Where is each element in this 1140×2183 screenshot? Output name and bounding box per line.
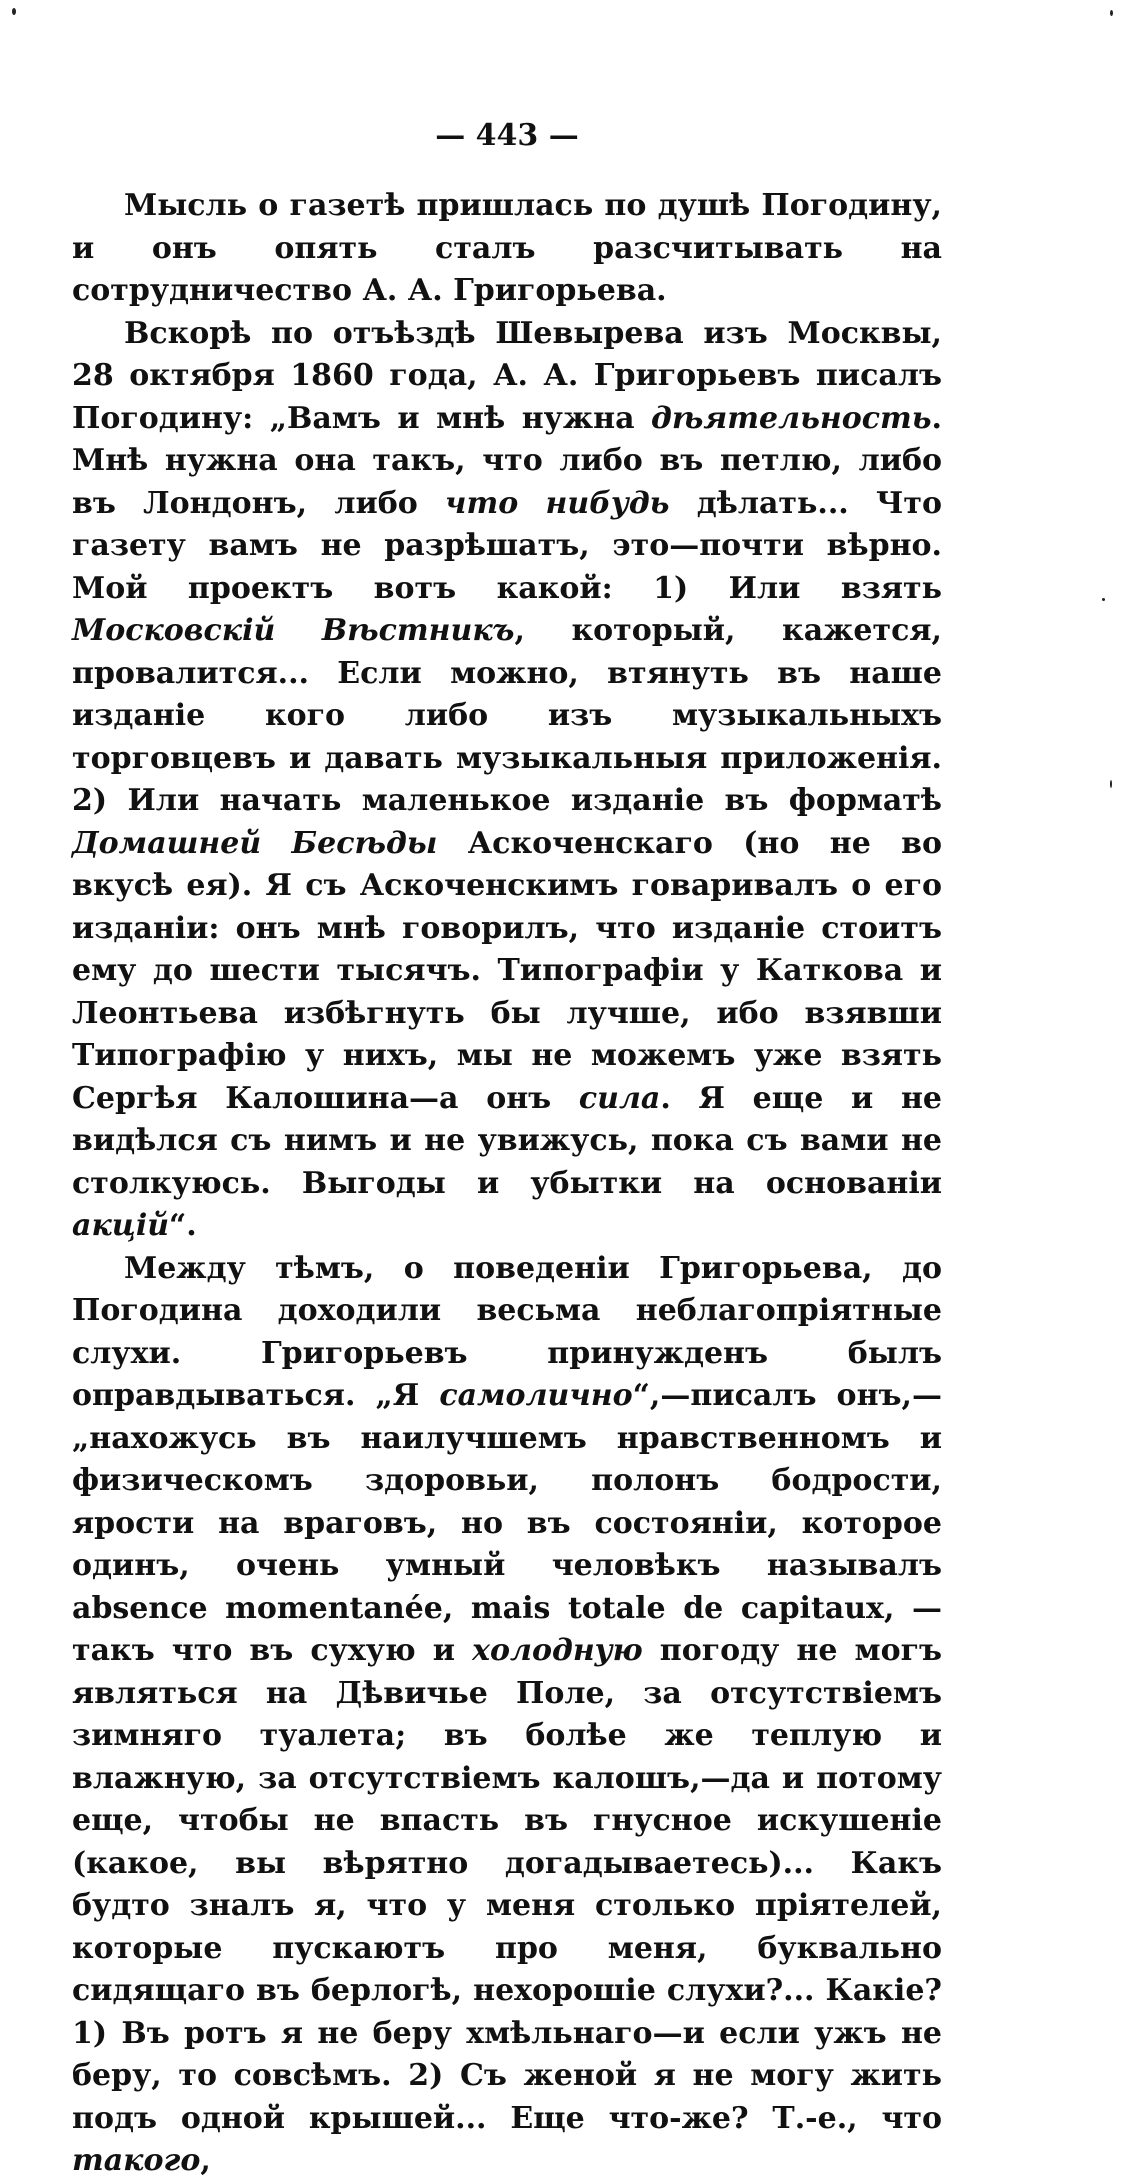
text-run: , который, кажется, провалится... Если можно, втянуть въ наше изданіе кого либо изъ музыкальныхъ торговцевъ и давать музыкальныя приложенія. 2) Или начать маленькое изданіе въ форматѣ [72, 613, 942, 818]
italic-text: что нибудь [445, 485, 670, 521]
text-run: дѣлать... Что газету вамъ не разрѣшатъ, это—почти вѣрно. Мой проектъ вотъ какой: 1) Или взять [72, 485, 942, 606]
scan-speck [1102, 598, 1105, 601]
italic-text: акцій [72, 1208, 170, 1243]
italic-text: Домашней Бесѣды [72, 825, 438, 861]
paragraph [72, 1248, 942, 2183]
text-run: Мысль о газетѣ пришлась по душѣ Погодину, и онъ опять сталъ разсчитывать на сотрудничество А. А. Григорьева. [72, 188, 942, 308]
italic-text: сила [578, 1080, 661, 1116]
text-run: “. [169, 1208, 197, 1243]
text-run: . Я еще и не видѣлся съ нимъ и не увижусь, пока съ вами не столкуюсь. Выгоды и убытки на основаніи [72, 1080, 943, 1201]
scan-speck [1110, 10, 1113, 16]
scan-speck [1110, 780, 1112, 788]
page-number: — 443 — [435, 118, 579, 153]
scan-speck [12, 8, 16, 15]
body-text [72, 185, 942, 2183]
text-run: Аскоченскаго (но не во вкусѣ ея). Я съ Аскоченскимъ говаривалъ о его изданіи: онъ мнѣ говорилъ, что изданіе стоитъ ему до шести тысячъ. Типографіи у Каткова и Леонтьева избѣгнуть бы лучше, ибо взявши Типографію у нихъ, мы не можемъ уже взять Сергѣя Калошина—а онъ [72, 825, 943, 1116]
italic-text: самолично [439, 1378, 633, 1413]
text-run: Между тѣмъ, о поведеніи Григорьева, до Погодина доходили весьма неблагопріятные слухи. Григорьевъ принужденъ былъ оправдываться. „Я [72, 1250, 942, 1413]
text-run: Вскорѣ по отъѣздѣ Шевырева изъ Москвы, 28 октября 1860 года, А. А. Григорьевъ писалъ Погодину: „Вамъ и мнѣ нужна [72, 315, 942, 436]
paragraph [72, 185, 942, 313]
italic-text: дѣятельность [651, 400, 932, 436]
paragraph [72, 313, 942, 1248]
text-run: , [200, 2143, 211, 2178]
italic-text: холодную [472, 1633, 643, 1668]
italic-text: Московскій Вѣстникъ [72, 613, 515, 648]
text-run: “,—писалъ онъ,—„нахожусь въ наилучшемъ нравственномъ и физическомъ здоровьи, полонъ бодрости, ярости на враговъ, но въ состояніи, которое одинъ, очень умный человѣкъ называлъ absence momentanée, mais totale de capitaux, — такъ что въ сухую и [72, 1378, 942, 1668]
italic-text: такого [72, 2143, 201, 2178]
text-run: . Мнѣ нужна она такъ, что либо въ петлю, либо въ Лондонъ, либо [72, 400, 942, 521]
text-run: погоду не могъ являться на Дѣвичье Поле, за отсутствіемъ зимняго туалета; въ болѣе же теплую и влажную, за отсутствіемъ калошъ,—да и потому еще, чтобы не впасть въ гнусное искушеніе (какое, вы вѣрятно догадываетесь)... Какъ будто зналъ я, что у меня столько пріятелей, которые пускаютъ про меня, буквально сидящаго въ берлогѣ, нехорошіе слухи?... Какіе? 1) Въ ротъ я не беру хмѣльнаго—и если ужъ не беру, то совсѣмъ. 2) Съ женой я не могу жить подъ одной крышей... Еще что-же? Т.-е., что [72, 1633, 942, 2136]
